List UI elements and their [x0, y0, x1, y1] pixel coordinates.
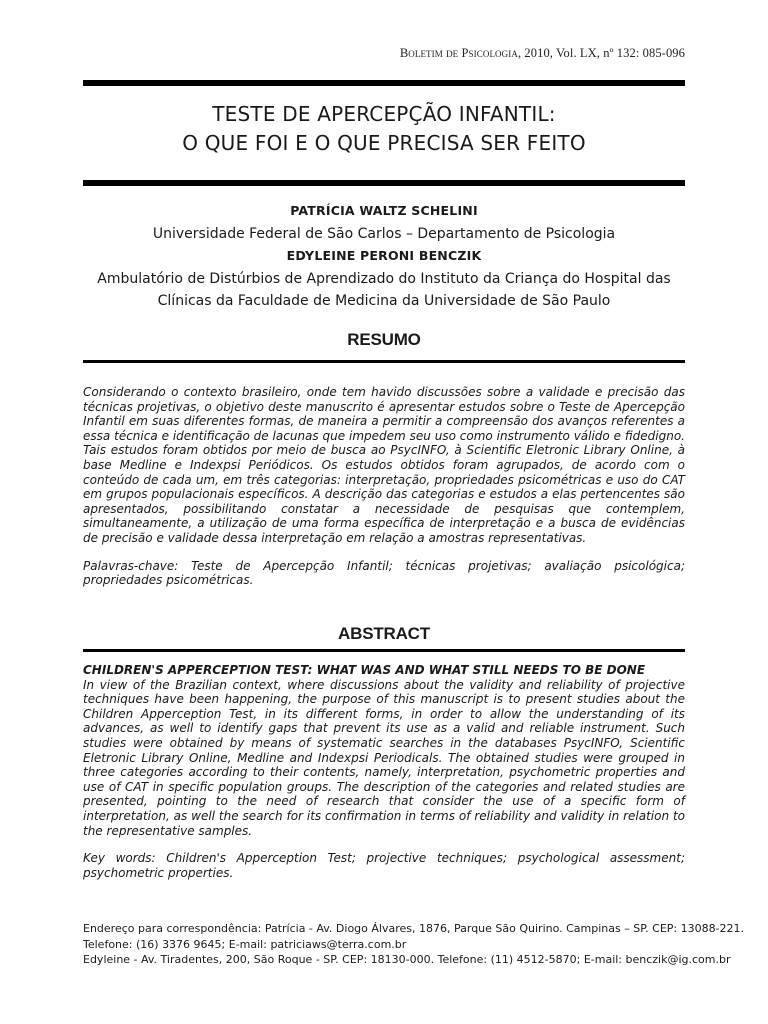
abstract-keywords: [83, 851, 685, 880]
abstract-text: In view of the Brazilian context, where discussions about the validity and reliability of projective techniques have been happening, the purpose of this manuscript is to present studies about the Children Apperception Test, in its different forms, in order to allow the understanding of its advances, as well to identify gaps that prevent its use as a valid and reliable instrument. Such studies were obtained by means of systematic searches in the databases PsycINFO, Scientific Eletronic Library Online, Medline and Indexpsi Periodicals. The obtained studies were grouped in three categories according to their contents, namely, interpretation, psychometric properties and use of CAT in specific population groups. The description of the categories and related studies are presented, pointing to the need of research that consider the use of a specific form of interpretation, as well the search for its confirmation in terms of reliability and validity in relation to the representative samples.: [83, 677, 685, 838]
author-affiliation-1: Universidade Federal de São Carlos – Departamento de Psicologia: [152, 225, 616, 242]
footer-line-1: Endereço para correspondência: Patrícia - Av. Diogo Álvares, 1876, Parque São Quirino. Campinas – SP. CEP: 13088-221.: [83, 922, 745, 935]
abstract-keywords-text: : Children's Apperception Test; projective techniques; psychological assessment; psychometric properties.: [83, 851, 685, 880]
author-affiliation-2-line-1: Ambulatório de Distúrbios de Aprendizado do Instituto da Criança do Hospital das: [97, 270, 671, 287]
resumo-heading: RESUMO: [347, 330, 421, 349]
resumo-keywords-text: Teste de Apercepção Infantil; técnicas projetivas; avaliação psicológica; propriedades psicométricas.: [83, 558, 685, 588]
abstract-body: [83, 663, 685, 880]
abstract-rule: [83, 649, 685, 652]
journal-details: , 2010, Vol. LX, nº 132: 085-096: [517, 46, 685, 60]
resumo-text: Considerando o contexto brasileiro, onde tem havido discussões sobre a validade e precisão das técnicas projetivas, o objetivo deste manuscrito é apresentar estudos sobre o Teste de Apercepção Infantil em suas diferentes formas, de maneira a permitir a compreensão dos avanços referentes a essa técnica e identificação de lacunas que impedem seu uso como instrumento válido e fidedigno. Tais estudos foram obtidos por meio de busca ao PsycINFO, à Scientific Eletronic Library Online, à base Medline e Indexpsi Periódicos. Os estudos obtidos foram agrupados, de acordo com o conteúdo de cada um, em três categorias: interpretação, propriedades psicométricas e uso do CAT em grupos populacionais específicos. A descrição das categorias e estudos a elas pertencentes são apresentados, possibilitando constatar a necessidade de pesquisas que contemplem, simultaneamente, a utilização de uma forma específica de interpretação e a busca de evidências de precisão e validade dessa interpretação em relação a amostras representativas.: [83, 385, 685, 545]
author-affiliation-2-line-2: Clínicas da Faculdade de Medicina da Universidade de São Paulo: [157, 293, 611, 309]
footer-line-2: Telefone: (16) 3376 9645; E-mail: patriciaws@terra.com.br: [83, 937, 407, 951]
resumo-rule: [83, 360, 685, 363]
resumo-body: [83, 385, 685, 588]
article-title: [83, 100, 685, 158]
journal-name: Boletim de Psicologia: [399, 46, 518, 60]
author-block: [83, 200, 685, 313]
correspondence-footer: [83, 921, 745, 968]
resumo-keywords-label: Palavras-chave:: [83, 558, 179, 573]
author-name-1: PATRÍCIA WALTZ SCHELINI: [290, 203, 478, 218]
resumo-keywords: [83, 559, 685, 588]
abstract-keywords-label: Key words: [83, 851, 152, 866]
title-bottom-rule: [83, 180, 685, 186]
running-head: [400, 46, 685, 61]
title-line-2: O QUE FOI E O QUE PRECISA SER FEITO: [182, 131, 586, 155]
top-rule: [83, 80, 685, 86]
title-line-1: TESTE DE APERCEPÇÃO INFANTIL:: [212, 102, 556, 126]
abstract-heading: ABSTRACT: [338, 624, 430, 643]
footer-line-3: Edyleine - Av. Tiradentes, 200, São Roque - SP. CEP: 18130-000. Telefone: (11) 4512-5870; E-mail: benczik@ig.com.br: [83, 953, 731, 966]
author-name-2: EDYLEINE PERONI BENCZIK: [286, 248, 482, 263]
abstract-english-title: CHILDREN'S APPERCEPTION TEST: WHAT WAS AND WHAT STILL NEEDS TO BE DONE: [83, 663, 646, 677]
